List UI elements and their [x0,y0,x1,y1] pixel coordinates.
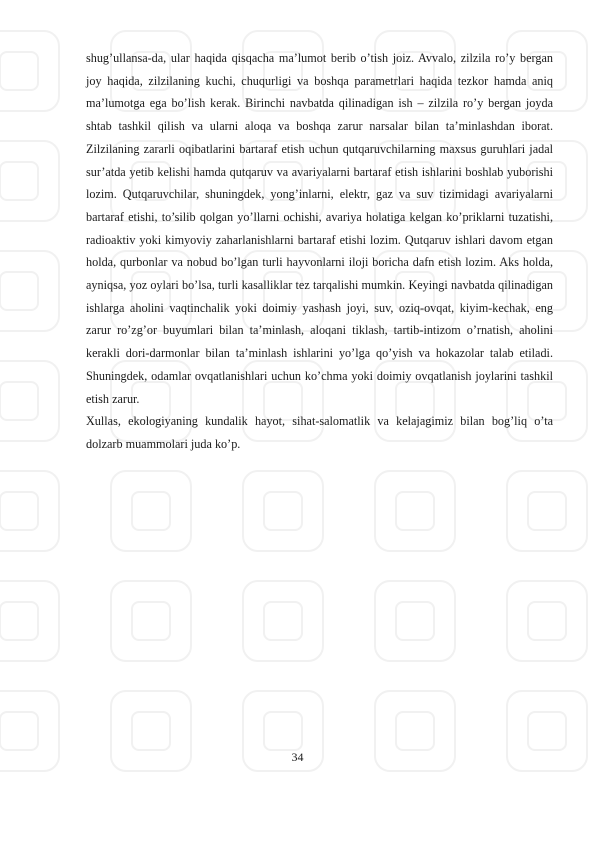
watermark-tile [374,580,456,662]
watermark-tile [242,580,324,662]
watermark-tile [110,580,192,662]
paragraph: shug’ullansa-da, ular haqida qisqacha ma’lumot berib o’tish joiz. Avvalo, zilzila ro’y bergan joy haqida, zilzilaning kuchi, chuqurligi va boshqa parametrlari haqida tezkor hamda aniq ma’lumotga ega bo’lish kerak. Birinchi navbatda qilinadigan ish – zilzila ro’y bergan joyda shtab tashkil qilish va ularni aloqa va boshqa zarur narsalar bilan ta’minlashdan iborat. Zilzilaning zararli oqibatlarini bartaraf etish uchun qutqaruvchilarning maxsus guruhlari jadal sur’atda yetib kelishi hamda qutqaruv va avariyalarni bartaraf etish ishlarini boshlab yuborishi lozim. Qutqaruvchilar, shuningdek, yong’inlarni, elektr, gaz va suv tizimidagi avariyalarni bartaraf etishi, to’silib qolgan yo’llarni ochishi, avariya holatiga kelgan ko’priklarni tuzatishi, radioaktiv yoki kimyoviy zaharlanishlarni bartaraf etishi lozim. Qutqaruv ishlari davom etgan holda, qurbonlar va nobud bo’lgan turli hayvonlarni iloji boricha dafn etish lozim. Aks holda, ayniqsa, yoz oylari bo’lsa, turli kasalliklar tez tarqalishi mumkin. Keyingi navbatda qilinadigan ishlarga aholini vaqtinchalik yoki doimiy yashash joyi, suv, oziq-ovqat, kiyim-kechak, eng zarur ro’zg’or buyumlari bilan ta’minlash, aloqani tiklash, tartib-intizom o’rnatish, aholini kerakli dori-darmonlar bilan ta’minlash ishlarini yo’lga qo’yish va hokazolar talab etiladi. Shuningdek, odamlar ovqatlanishlari uchun ko’chma yoki doimiy ovqatlanish joylarini tashkil etish zarur. [86,51,553,406]
watermark-tile [0,30,60,112]
watermark-tile [242,470,324,552]
paragraph: Xullas, ekologiyaning kundalik hayot, sihat-salomatlik va kelajagimiz bilan bog’liq o’ta dolzarb muammolari juda ko’p. [86,414,553,451]
watermark-tile [506,470,588,552]
watermark-tile [0,250,60,332]
watermark-tile [374,470,456,552]
body-text [86,47,553,456]
page-number: 34 [291,750,304,764]
watermark-tile [110,470,192,552]
watermark-tile [0,140,60,222]
watermark-tile [0,580,60,662]
watermark-tile [506,580,588,662]
watermark-tile [0,470,60,552]
watermark-tile [0,360,60,442]
